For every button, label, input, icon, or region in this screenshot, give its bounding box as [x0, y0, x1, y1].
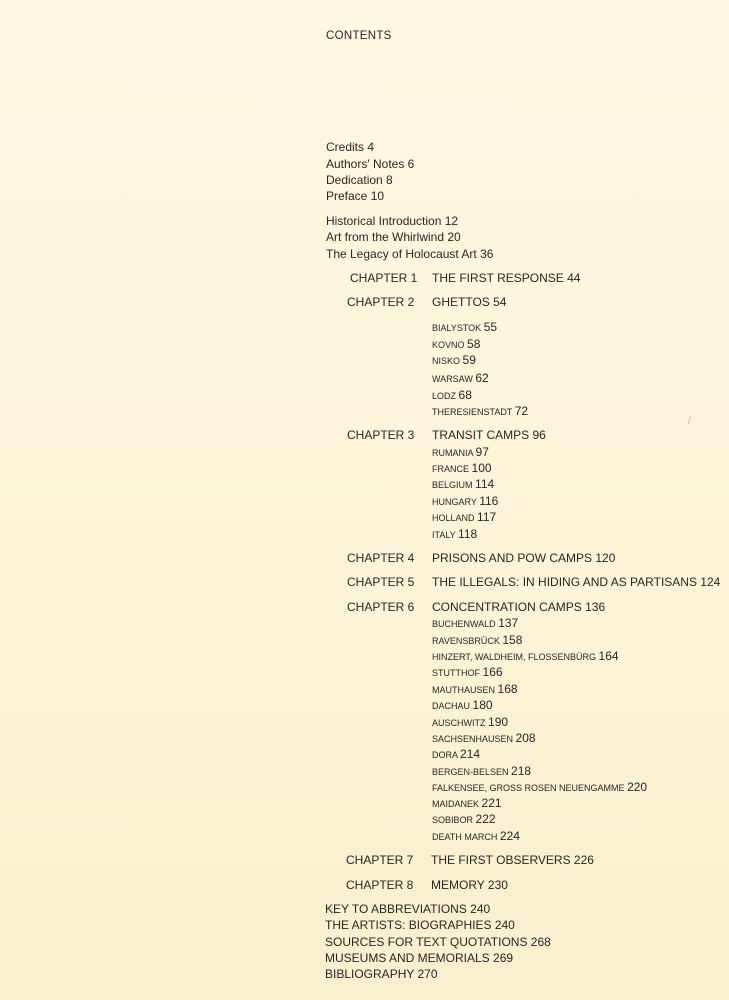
- chapter-label: CHAPTER 8: [346, 878, 414, 892]
- chapter-label: CHAPTER 7: [346, 853, 414, 867]
- subsection-page: 58: [467, 337, 481, 351]
- toc-entry-historical-introduction: Historical Introduction 12: [326, 214, 459, 228]
- subsection-page: 137: [498, 616, 519, 630]
- subsection-entry: [432, 353, 476, 367]
- chapter-label: CHAPTER 5: [347, 575, 415, 589]
- subsection-entry: [432, 527, 477, 541]
- chapter-title: MEMORY 230: [431, 878, 508, 892]
- subsection-entry: [432, 747, 480, 761]
- subsection-entry: [432, 461, 492, 475]
- subsection-name: BERGEN-BELSEN: [432, 767, 509, 777]
- subsection-name: DORA: [432, 750, 458, 760]
- subsection-entry: [432, 445, 489, 459]
- subsection-page: 220: [627, 780, 648, 794]
- subsection-page: 100: [471, 461, 492, 475]
- subsection-name: AUSCHWITZ: [432, 718, 486, 728]
- chapter-label: CHAPTER 4: [347, 551, 415, 565]
- subsection-page: 224: [499, 829, 520, 843]
- chapter-title: GHETTOS 54: [432, 295, 507, 309]
- subsection-name: LODZ: [432, 391, 457, 401]
- toc-entry-authors-notes: Authors' Notes 6: [326, 157, 415, 171]
- subsection-name: RAVENSBRÜCK: [432, 636, 500, 646]
- subsection-name: FRANCE: [432, 464, 470, 474]
- subsection-name: HUNGARY: [432, 497, 477, 507]
- subsection-page: 208: [515, 731, 536, 745]
- chapter-label: CHAPTER 1: [350, 271, 418, 285]
- subsection-page: 59: [462, 353, 476, 367]
- subsection-name: BUCHENWALD: [432, 619, 496, 629]
- subsection-name: STUTTHOF: [432, 668, 480, 678]
- subsection-name: THERESIENSTADT: [432, 407, 513, 417]
- subsection-page: 166: [482, 665, 503, 679]
- chapter-title: THE FIRST OBSERVERS 226: [431, 853, 594, 867]
- subsection-page: 180: [472, 698, 493, 712]
- subsection-entry: [432, 649, 619, 663]
- toc-entry-bibliography: BIBLIOGRAPHY 270: [325, 967, 438, 981]
- subsection-page: 158: [502, 633, 523, 647]
- subsection-entry: [432, 731, 536, 745]
- subsection-page: 221: [481, 796, 502, 810]
- subsection-entry: [432, 698, 493, 712]
- subsection-entry: [432, 812, 496, 826]
- subsection-name: DACHAU: [432, 701, 471, 711]
- toc-entry-art-from-the-whirlwind: Art from the Whirlwind 20: [326, 230, 461, 244]
- subsection-name: BELGIUM: [432, 480, 473, 490]
- subsection-entry: [432, 633, 522, 647]
- subsection-entry: [432, 371, 489, 385]
- subsection-name: MAUTHAUSEN: [432, 685, 496, 695]
- subsection-page: 190: [488, 715, 509, 729]
- subsection-name: DEATH MARCH: [432, 832, 498, 842]
- chapter-title: CONCENTRATION CAMPS 136: [432, 600, 606, 614]
- subsection-entry: [432, 494, 498, 508]
- subsection-page: 62: [475, 371, 489, 385]
- subsection-entry: [432, 388, 472, 402]
- subsection-page: 117: [477, 510, 497, 524]
- subsection-entry: [432, 510, 496, 524]
- subsection-page: 114: [475, 477, 495, 491]
- toc-entry-key-to-abbreviations: KEY TO ABBREVIATIONS 240: [325, 902, 491, 916]
- subsection-page: 214: [460, 747, 481, 761]
- subsection-page: 55: [483, 320, 498, 334]
- subsection-name: HOLLAND: [432, 513, 475, 523]
- chapter-title: PRISONS AND POW CAMPS 120: [432, 551, 616, 565]
- subsection-page: 118: [458, 527, 478, 541]
- subsection-entry: [432, 764, 531, 778]
- toc-entry-legacy-of-holocaust-art: The Legacy of Holocaust Art 36: [326, 247, 494, 261]
- chapter-title: THE ILLEGALS: IN HIDING AND AS PARTISANS 124: [432, 575, 721, 589]
- subsection-entry: [432, 715, 508, 729]
- subsection-name: SOBIBOR: [432, 815, 474, 825]
- subsection-page: 72: [514, 404, 529, 418]
- subsection-entry: [432, 337, 480, 351]
- subsection-name: ITALY: [432, 530, 456, 540]
- subsection-entry: [432, 829, 520, 843]
- subsection-page: 68: [458, 388, 472, 402]
- subsection-page: 168: [497, 682, 518, 696]
- page-title: CONTENTS: [326, 30, 392, 42]
- subsection-entry: [432, 404, 528, 418]
- toc-entry-sources-for-text-quotations: SOURCES FOR TEXT QUOTATIONS 268: [325, 935, 551, 949]
- toc-entry-preface: Preface 10: [326, 189, 385, 203]
- subsection-name: RUMANIA: [432, 448, 474, 458]
- subsection-page: 116: [479, 494, 499, 508]
- toc-entry-museums-and-memorials: MUSEUMS AND MEMORIALS 269: [325, 951, 514, 965]
- subsection-name: FALKENSEE, GROSS ROSEN NEUENGAMME: [432, 783, 625, 793]
- chapter-title: THE FIRST RESPONSE 44: [432, 271, 581, 285]
- subsection-name: SACHSENHAUSEN: [432, 734, 514, 744]
- subsection-name: BIALYSTOK: [432, 323, 482, 333]
- paper-speck: /: [688, 416, 691, 427]
- subsection-entry: [432, 616, 518, 630]
- subsection-name: WARSAW: [432, 374, 473, 384]
- subsection-entry: [432, 780, 647, 794]
- subsection-name: NISKO: [432, 356, 461, 366]
- subsection-entry: [432, 665, 503, 679]
- subsection-page: 164: [598, 649, 619, 663]
- subsection-name: HINZERT, WALDHEIM, FLOSSENBÜRG: [432, 652, 597, 662]
- subsection-name: KOVNO: [432, 340, 465, 350]
- subsection-page: 97: [475, 445, 489, 459]
- subsection-page: 218: [511, 764, 532, 778]
- chapter-label: CHAPTER 3: [347, 428, 415, 442]
- chapter-title: TRANSIT CAMPS 96: [432, 428, 546, 442]
- subsection-entry: [432, 477, 494, 491]
- subsection-entry: [432, 320, 497, 334]
- subsection-entry: [432, 796, 502, 810]
- subsection-name: MAIDANEK: [432, 799, 480, 809]
- chapter-label: CHAPTER 6: [347, 600, 415, 614]
- subsection-entry: [432, 682, 518, 696]
- subsection-page: 222: [475, 812, 496, 826]
- chapter-label: CHAPTER 2: [347, 295, 415, 309]
- toc-entry-artists-biographies: THE ARTISTS: BIOGRAPHIES 240: [325, 918, 515, 932]
- toc-entry-credits: Credits 4: [326, 140, 375, 154]
- toc-entry-dedication: Dedication 8: [326, 173, 393, 187]
